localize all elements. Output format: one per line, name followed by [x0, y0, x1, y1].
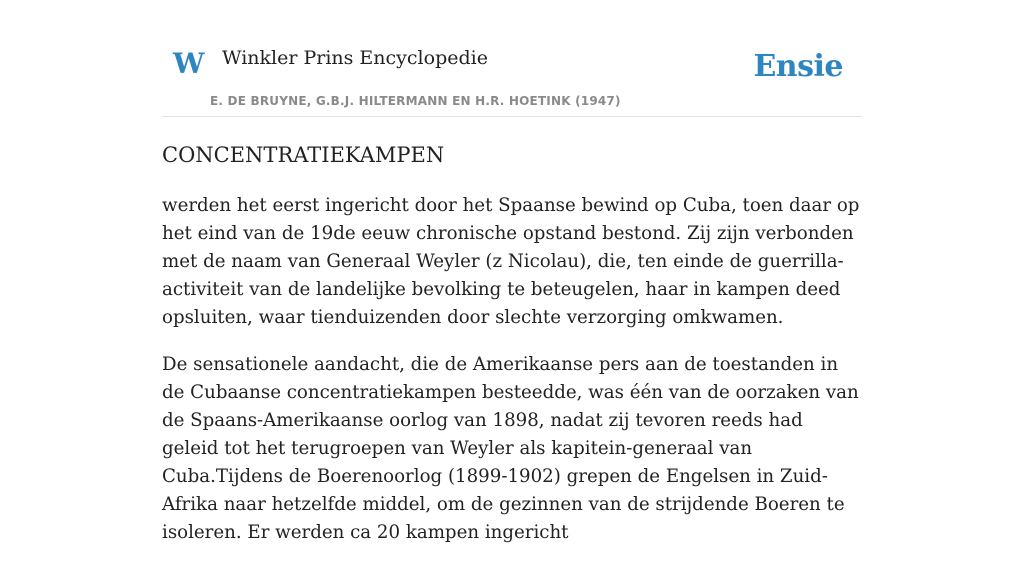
article-paragraph-1: werden het eerst ingericht door het Spaanse bewind op Cuba, toen daar op het eind van de 19de eeuw chronische opstand bestond. Zij zijn verbonden met de naam van Generaal Weyler (z Nicolau), die, ten einde de guerrilla-activiteit van de landelijke bevolking te beteugelen, haar in kampen deed opsluiten, waar tienduizenden door slechte verzorging omkwamen. [162, 195, 860, 328]
source-header [162, 0, 862, 117]
source-title[interactable]: Winkler Prins Encyclopedie [222, 47, 488, 69]
article-body [162, 192, 862, 566]
article-title: CONCENTRATIEKAMPEN [162, 143, 445, 167]
source-authors: E. DE BRUYNE, G.B.J. HILTERMANN EN H.R. HOETINK (1947) [210, 94, 621, 108]
winkler-prins-logo[interactable]: W [173, 47, 205, 80]
article-paragraph-2: De sensationele aandacht, die de Amerikaanse pers aan de toestanden in de Cubaanse concentratiekampen besteedde, was één van de oorzaken van de Spaans-Amerikaanse oorlog van 1898, nadat zij tevoren reeds had geleid tot het terugroepen van Weyler als kapitein-generaal van Cuba.Tijdens de Boerenoorlog (1899-1902) grepen de Engelsen in Zuid-Afrika naar hetzelfde middel, om de gezinnen van de strijdende Boeren te isoleren. Er werden ca 20 kampen ingericht [162, 354, 859, 543]
ensie-logo[interactable]: Ensie [753, 49, 843, 84]
